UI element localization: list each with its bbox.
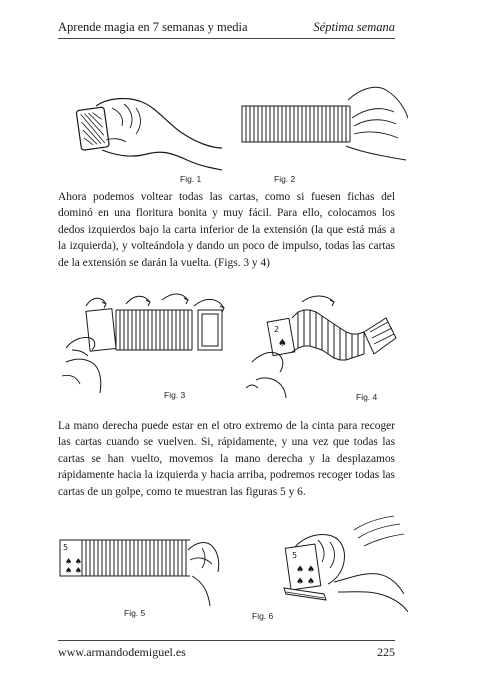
section-title: Séptima semana — [313, 20, 395, 34]
figure-4-illustration — [246, 288, 408, 398]
running-footer — [58, 640, 395, 663]
svg-text:♠ ♠: ♠ ♠ — [65, 557, 82, 566]
svg-text:5: 5 — [292, 551, 298, 560]
svg-text:♠ ♠: ♠ ♠ — [65, 566, 82, 575]
svg-text:♠: ♠ — [278, 338, 287, 349]
paragraph-1: Ahora podemos voltear todas las cartas, como si fuesen fichas del dominó en una floritura bonita y muy fácil. Para ello, colocamos los dedos izquierdos bajo la carta inferior de la extensión (la que está más a la izquierda), y volteándola y dando un poco de impulso, todas las cartas de la extensión se darán la vuelta. (Figs. 3 y 4) — [58, 191, 395, 269]
svg-text:2: 2 — [274, 325, 280, 334]
figure-3-illustration — [62, 288, 242, 393]
svg-text:♠ ♠: ♠ ♠ — [296, 577, 315, 587]
figure-6-illustration — [254, 512, 408, 612]
book-title: Aprende magia en 7 semanas y media — [58, 20, 248, 34]
figure-2-caption: Fig. 2 — [274, 174, 296, 184]
figure-5-illustration — [56, 528, 226, 606]
website-url: www.armandodemiguel.es — [58, 645, 186, 659]
svg-text:♠ ♠: ♠ ♠ — [296, 565, 315, 575]
figure-4-caption: Fig. 4 — [356, 392, 378, 402]
figure-3-caption: Fig. 3 — [164, 390, 186, 400]
page-number: 225 — [377, 645, 395, 659]
paragraph-2: La mano derecha puede estar en el otro extremo de la cinta para recoger las cartas cuando se vuelven. Si, rápidamente, y una vez que todas las cartas se han vuelto, movemos la mano derecha y la desplazamos rápidamente hacia la izquierda y hacia arriba, podremos recoger todas las cartas de un golpe, como te muestran las figuras 5 y 6. — [58, 420, 395, 498]
figure-2-illustration — [236, 78, 408, 173]
figure-5-caption: Fig. 5 — [124, 608, 146, 618]
figure-6-caption: Fig. 6 — [252, 611, 274, 621]
figure-1-caption: Fig. 1 — [180, 174, 202, 184]
svg-text:5: 5 — [63, 543, 69, 552]
running-header — [58, 20, 395, 39]
figure-1-illustration — [72, 78, 222, 173]
